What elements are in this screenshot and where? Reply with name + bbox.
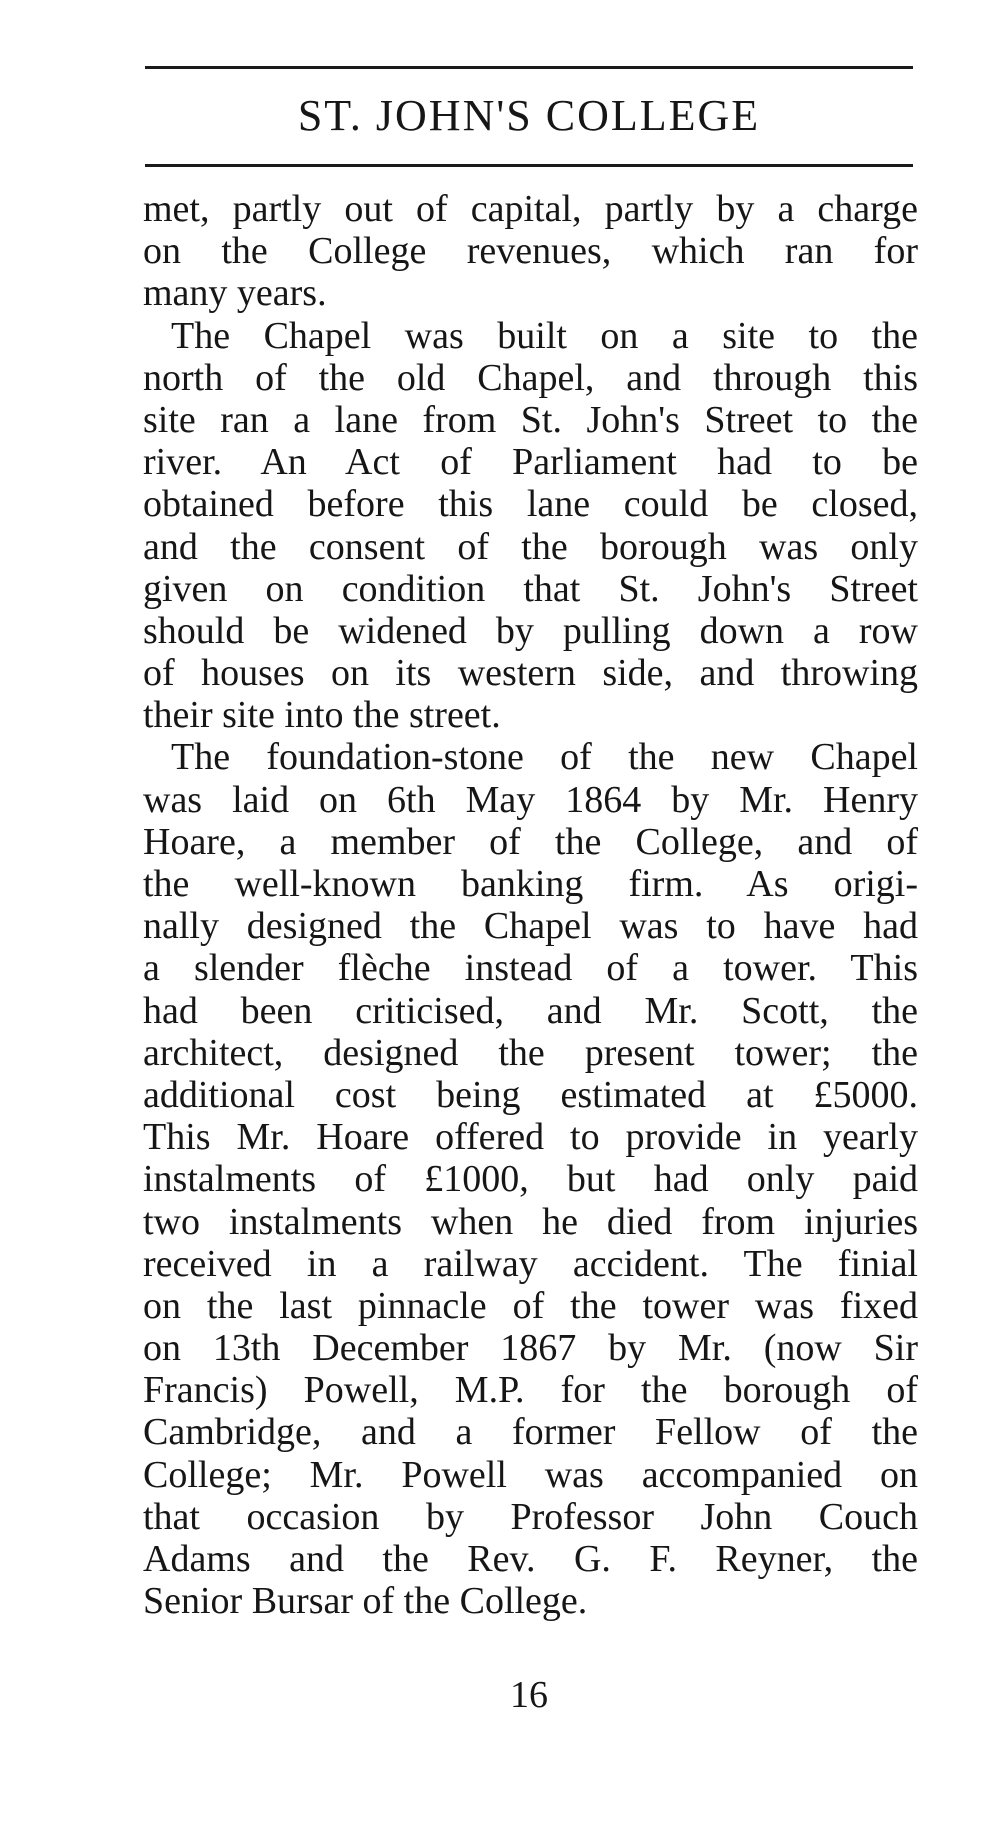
text-line: their site into the street.: [143, 694, 501, 737]
body-text: [143, 188, 918, 1622]
text-line: of houses on its western side, and throwing: [143, 652, 918, 695]
text-line: obtained before this lane could be closed,: [143, 483, 918, 526]
text-line: instalments of £1000, but had only paid: [143, 1158, 918, 1201]
text-line: north of the old Chapel, and through this: [143, 356, 918, 399]
text-line: Hoare, a member of the College, and of: [143, 820, 918, 863]
running-title: ST. JOHN'S COLLEGE: [297, 91, 761, 140]
text-line: on the College revenues, which ran for: [143, 230, 918, 273]
text-line: on the last pinnacle of the tower was fixed: [143, 1284, 918, 1327]
text-line: Senior Bursar of the College.: [143, 1580, 588, 1623]
text-line: The foundation-stone of the new Chapel: [171, 736, 918, 779]
text-line: was laid on 6th May 1864 by Mr. Henry: [143, 778, 918, 821]
text-line: Adams and the Rev. G. F. Reyner, the: [143, 1538, 918, 1580]
text-line: architect, designed the present tower; the: [143, 1031, 918, 1074]
text-line: College; Mr. Powell was accompanied on: [143, 1453, 918, 1496]
text-line: and the consent of the borough was only: [143, 525, 918, 568]
text-line: the well-known banking firm. As origi-: [143, 863, 918, 905]
text-line: river. An Act of Parliament had to be: [143, 441, 918, 484]
text-line: many years.: [143, 272, 327, 315]
text-line: received in a railway accident. The finial: [143, 1242, 918, 1285]
text-line: This Mr. Hoare offered to provide in yearly: [143, 1116, 918, 1159]
text-line: The Chapel was built on a site to the: [171, 314, 918, 357]
text-line: additional cost being estimated at £5000.: [143, 1073, 918, 1116]
text-line: Francis) Powell, M.P. for the borough of: [143, 1369, 918, 1412]
header-rule-bottom: [145, 164, 913, 167]
text-line: on 13th December 1867 by Mr. (now Sir: [143, 1327, 918, 1370]
text-line: two instalments when he died from injuries: [143, 1200, 918, 1243]
text-line: nally designed the Chapel was to have had: [143, 905, 918, 948]
text-line: that occasion by Professor John Couch: [143, 1495, 918, 1538]
text-line: site ran a lane from St. John's Street to the: [143, 398, 918, 441]
text-line: should be widened by pulling down a row: [143, 609, 918, 652]
text-line: a slender flèche instead of a tower. This: [143, 947, 918, 990]
text-line: met, partly out of capital, partly by a charge: [143, 188, 918, 230]
text-line: Cambridge, and a former Fellow of the: [143, 1411, 918, 1454]
text-line: had been criticised, and Mr. Scott, the: [143, 989, 918, 1032]
header-rule-top: [145, 66, 913, 69]
text-line: given on condition that St. John's Street: [143, 567, 918, 610]
page-number: 16: [510, 1674, 548, 1716]
